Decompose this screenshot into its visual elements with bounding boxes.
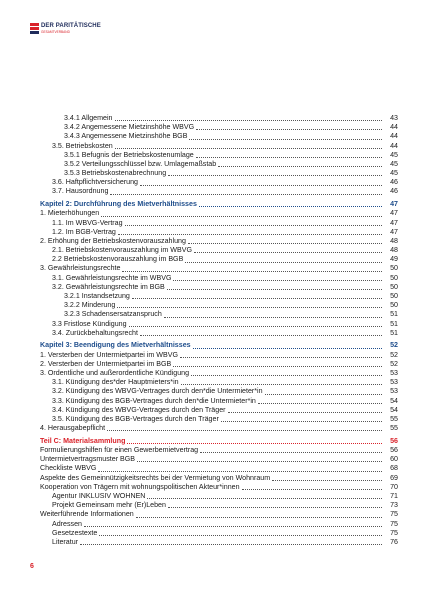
toc-entry-title: 3.2.3 Schadensersatzanspruch (64, 310, 162, 319)
toc-entry-page: 47 (390, 209, 398, 218)
toc-leader-dots (140, 335, 382, 336)
toc-entry-page: 50 (390, 301, 398, 310)
toc-entry-page: 44 (390, 141, 398, 150)
toc-entry-page: 71 (390, 491, 398, 500)
toc-entry[interactable] (40, 437, 398, 446)
toc-entry-title: 3.4.3 Angemessene Mietzinshöhe BGB (64, 132, 188, 141)
toc-entry-title: Projekt Gemeinsam mehr (Er)Leben (52, 501, 166, 510)
page-number: 6 (30, 563, 34, 570)
toc-entry[interactable] (40, 246, 398, 255)
toc-entry[interactable] (40, 301, 398, 310)
toc-entry[interactable] (40, 483, 398, 492)
toc-entry-title: 1.2. Im BGB-Vertrag (52, 227, 116, 236)
toc-leader-dots (180, 357, 382, 358)
toc-entry[interactable] (40, 342, 398, 351)
toc-entry[interactable] (40, 369, 398, 378)
toc-entry-page: 54 (390, 405, 398, 414)
toc-entry-page: 47 (390, 227, 398, 236)
toc-entry-page: 47 (390, 200, 398, 209)
toc-entry[interactable] (40, 360, 398, 369)
toc-entry[interactable] (40, 292, 398, 301)
toc-leader-dots (118, 234, 382, 235)
toc-entry-page: 56 (390, 436, 398, 445)
toc-entry-page: 48 (390, 236, 398, 245)
toc-entry-page: 56 (390, 446, 398, 455)
toc-leader-dots (132, 298, 382, 299)
toc-entry-title: 1. Mieterhöhungen (40, 209, 100, 218)
toc-entry[interactable] (40, 474, 398, 483)
toc-leader-dots (110, 194, 382, 195)
toc-leader-dots (164, 317, 382, 318)
toc-entry-page: 50 (390, 282, 398, 291)
toc-entry-page: 75 (390, 519, 398, 528)
toc-leader-dots (127, 443, 382, 444)
toc-leader-dots (221, 421, 382, 422)
toc-entry-page: 45 (390, 159, 398, 168)
toc-entry-page: 44 (390, 132, 398, 141)
toc-leader-dots (98, 471, 382, 472)
toc-entry[interactable] (40, 464, 398, 473)
toc-entry[interactable] (40, 209, 398, 218)
toc-entry-title: 3.4. Kündigung des WBVG-Vertrages durch den Träger (52, 405, 226, 414)
toc-leader-dots (194, 252, 382, 253)
toc-entry-title: 3.5.3 Betriebskostenabrechnung (64, 169, 167, 178)
toc-entry-title: 4. Herausgabepflicht (40, 424, 106, 433)
paritaetische-logo (30, 23, 100, 35)
toc-entry[interactable] (40, 538, 398, 547)
toc-entry-title: 3.4.1 Allgemein (64, 113, 113, 122)
toc-entry-title: 3.4.2 Angemessene Mietzinshöhe WBVG (64, 123, 195, 132)
toc-entry[interactable] (40, 178, 398, 187)
toc-entry-title: Aspekte des Gemeinnützigkeitsrechts bei der Vermietung von Wohnraum (40, 473, 271, 482)
toc-entry-page: 47 (390, 218, 398, 227)
toc-leader-dots (265, 394, 382, 395)
toc-entry-title: Checkliste WBVG (40, 464, 97, 473)
toc-entry-page: 43 (390, 113, 398, 122)
toc-entry-page: 73 (390, 501, 398, 510)
toc-entry-title: 3.1. Kündigung des*der Hauptmieters*in (52, 378, 179, 387)
toc-entry[interactable] (40, 237, 398, 246)
toc-leader-dots (136, 517, 382, 518)
toc-entry-title: Kooperation von Trägern mit wohnungspolitischen Akteur*innen (40, 482, 240, 491)
toc-entry-title: 3.3 Fristlose Kündigung (52, 319, 127, 328)
toc-entry-page: 68 (390, 464, 398, 473)
toc-entry-page: 44 (390, 123, 398, 132)
toc-leader-dots (173, 280, 382, 281)
toc-entry[interactable] (40, 228, 398, 237)
toc-entry-title: 2. Erhöhung der Betriebskostenvorauszahlung (40, 236, 186, 245)
toc-entry[interactable] (40, 387, 398, 396)
toc-entry-title: 3.2.1 Instandsetzung (64, 292, 130, 301)
toc-leader-dots (140, 185, 382, 186)
toc-leader-dots (191, 375, 382, 376)
toc-entry-title: Weiterführende Informationen (40, 510, 134, 519)
toc-leader-dots (199, 206, 382, 207)
toc-entry-page: 51 (390, 310, 398, 319)
toc-entry[interactable] (40, 219, 398, 228)
toc-entry-title: 3.5. Kündigung des BGB-Vertrages durch den Träger (52, 414, 219, 423)
table-of-contents (40, 114, 398, 547)
toc-entry-title: 1. Versterben der Untermietpartei im WBVG (40, 350, 178, 359)
logo-sub: GESAMTVERBAND (41, 30, 70, 34)
toc-entry[interactable] (40, 455, 398, 464)
toc-entry[interactable] (40, 329, 398, 338)
toc-entry-title: 2. Versterben der Untermietpartei im BGB (40, 359, 172, 368)
toc-entry-title: Kapitel 2: Durchführung des Mietverhältnisses (40, 200, 197, 209)
toc-leader-dots (129, 326, 382, 327)
toc-leader-dots (99, 535, 382, 536)
toc-entry[interactable] (40, 397, 398, 406)
toc-leader-dots (196, 129, 382, 130)
toc-entry-page: 53 (390, 369, 398, 378)
toc-entry-title: Literatur (52, 537, 79, 546)
toc-entry-page: 45 (390, 150, 398, 159)
toc-entry-page: 48 (390, 246, 398, 255)
toc-leader-dots (115, 120, 382, 121)
toc-entry-title: Untermietvertragsmuster BGB (40, 455, 136, 464)
toc-entry[interactable] (40, 446, 398, 455)
toc-entry-title: 1.1. Im WBVG-Vertrag (52, 218, 123, 227)
toc-entry-page: 60 (390, 455, 398, 464)
toc-entry[interactable] (40, 123, 398, 132)
toc-entry-title: Agentur INKLUSIV WOHNEN (52, 491, 146, 500)
toc-entry-page: 55 (390, 414, 398, 423)
toc-leader-dots (80, 544, 382, 545)
toc-entry[interactable] (40, 378, 398, 387)
toc-entry[interactable] (40, 200, 398, 209)
toc-entry-title: Kapitel 3: Beendigung des Mietverhältnisses (40, 341, 191, 350)
toc-entry[interactable] (40, 132, 398, 141)
toc-leader-dots (193, 348, 382, 349)
toc-entry-page: 45 (390, 169, 398, 178)
toc-entry-page: 75 (390, 528, 398, 537)
toc-leader-dots (101, 216, 382, 217)
toc-leader-dots (200, 452, 382, 453)
toc-entry-page: 54 (390, 396, 398, 405)
toc-leader-dots (168, 175, 382, 176)
toc-entry[interactable] (40, 492, 398, 501)
toc-entry[interactable] (40, 188, 398, 197)
toc-leader-dots (147, 498, 382, 499)
toc-leader-dots (168, 507, 382, 508)
toc-entry-page: 51 (390, 328, 398, 337)
toc-entry-page: 46 (390, 178, 398, 187)
toc-entry-title: 2.1. Betriebskostenvorauszahlung im WBVG (52, 246, 192, 255)
toc-entry-page: 50 (390, 264, 398, 273)
toc-entry[interactable] (40, 406, 398, 415)
logo-name: DER PARITÄTISCHE (41, 23, 101, 29)
toc-entry-title: 3.5.2 Verteilungsschlüssel bzw. Umlagemaßstab (64, 159, 217, 168)
toc-entry[interactable] (40, 151, 398, 160)
toc-entry-page: 52 (390, 341, 398, 350)
toc-leader-dots (189, 139, 382, 140)
toc-entry[interactable] (40, 169, 398, 178)
toc-entry[interactable] (40, 265, 398, 274)
toc-entry[interactable] (40, 320, 398, 329)
toc-entry-title: Formulierungshilfen für einen Gewerbemietvertrag (40, 446, 199, 455)
toc-entry-page: 50 (390, 292, 398, 301)
toc-leader-dots (185, 262, 382, 263)
toc-entry[interactable] (40, 310, 398, 319)
toc-leader-dots (196, 157, 382, 158)
toc-leader-dots (117, 307, 382, 308)
toc-entry-title: 3. Gewährleistungsrechte (40, 264, 121, 273)
toc-leader-dots (167, 289, 382, 290)
toc-entry-page: 53 (390, 387, 398, 396)
toc-leader-dots (188, 243, 382, 244)
toc-entry-title: 3.2.2 Minderung (64, 301, 116, 310)
toc-entry[interactable] (40, 351, 398, 360)
toc-entry-title: 3.2. Kündigung des WBVG-Vertrages durch den*die Untermieter*in (52, 387, 263, 396)
toc-entry-title: Gesetzestexte (52, 528, 98, 537)
toc-entry-page: 50 (390, 273, 398, 282)
toc-entry-page: 69 (390, 473, 398, 482)
toc-entry-title: Teil C: Materialsammlung (40, 436, 126, 445)
toc-entry[interactable] (40, 160, 398, 169)
toc-leader-dots (218, 166, 382, 167)
toc-entry-page: 75 (390, 510, 398, 519)
toc-entry-title: 3.6. Haftpflichtversicherung (52, 178, 138, 187)
toc-entry-title: Adressen (52, 519, 82, 528)
toc-entry-page: 70 (390, 482, 398, 491)
toc-entry-page: 46 (390, 187, 398, 196)
toc-entry-title: 3.2. Gewährleistungsrechte im BGB (52, 282, 165, 291)
toc-entry[interactable] (40, 424, 398, 433)
toc-entry[interactable] (40, 415, 398, 424)
toc-leader-dots (173, 366, 382, 367)
toc-leader-dots (258, 403, 382, 404)
toc-entry-title: 2.2 Betriebskostenvorauszahlung im BGB (52, 255, 184, 264)
toc-entry-page: 55 (390, 424, 398, 433)
toc-entry-page: 49 (390, 255, 398, 264)
logo-mark-icon (30, 23, 39, 34)
toc-leader-dots (181, 384, 382, 385)
toc-entry[interactable] (40, 274, 398, 283)
toc-leader-dots (84, 526, 382, 527)
toc-entry[interactable] (40, 510, 398, 519)
toc-entry-title: 3.4. Zurückbehaltungsrecht (52, 328, 138, 337)
toc-entry-page: 52 (390, 350, 398, 359)
toc-entry-page: 52 (390, 359, 398, 368)
toc-entry[interactable] (40, 114, 398, 123)
toc-entry-title: 3.7. Hausordnung (52, 187, 109, 196)
toc-entry-title: 3.5.1 Befugnis der Betriebskostenumlage (64, 150, 194, 159)
toc-entry-title: 3.3. Kündigung des BGB-Vertrages durch den*die Untermieter*in (52, 396, 256, 405)
toc-entry-title: 3. Ordentliche und außerordentliche Kündigung (40, 369, 190, 378)
toc-entry[interactable] (40, 283, 398, 292)
toc-entry-title: 3.5. Betriebskosten (52, 141, 113, 150)
toc-leader-dots (272, 480, 382, 481)
toc-entry[interactable] (40, 529, 398, 538)
toc-entry[interactable] (40, 142, 398, 151)
toc-leader-dots (107, 430, 382, 431)
toc-entry-page: 53 (390, 378, 398, 387)
toc-leader-dots (242, 489, 382, 490)
toc-leader-dots (228, 412, 382, 413)
toc-entry[interactable] (40, 520, 398, 529)
toc-entry-title: 3.1. Gewährleistungsrechte im WBVG (52, 273, 172, 282)
toc-leader-dots (137, 461, 382, 462)
toc-leader-dots (125, 225, 382, 226)
toc-leader-dots (115, 148, 382, 149)
toc-entry-page: 76 (390, 537, 398, 546)
toc-entry[interactable] (40, 501, 398, 510)
toc-entry[interactable] (40, 255, 398, 264)
toc-leader-dots (122, 271, 382, 272)
toc-entry-page: 51 (390, 319, 398, 328)
